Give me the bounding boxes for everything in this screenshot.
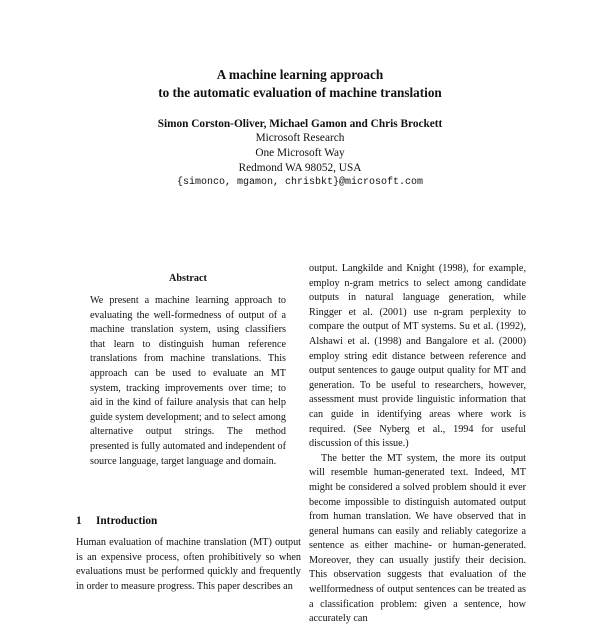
- right-column-paragraph-1: output. Langkilde and Knight (1998), for example, employ n-gram metrics to select among candidate outputs in natural language generation, while Ringger et al. (2001) use n-gram perplexity to compare the output of MT systems. Su et al. (1992), Alshawi et al. (1998) and Bangalore et al. (2000) employ string edit distance between reference and output sentences to gauge output quality for MT and generation. To be useful to researchers, however, assessment must provide linguistic information that can guide in identifying areas where work is required. (See Nyberg et al., 1994 for useful discussion of this issue.): [309, 263, 526, 450]
- introduction-paragraph: Human evaluation of machine translation (MT) output is an expensive process, often prohibitively so when evaluations must be performed quickly and frequently in order to measure progress. This paper describes an: [76, 537, 301, 592]
- author-list: Simon Corston-Oliver, Michael Gamon and Chris Brockett: [157, 118, 443, 130]
- section-title: Introduction: [96, 515, 158, 527]
- abstract-heading: Abstract: [169, 273, 207, 284]
- introduction-body: [76, 536, 301, 594]
- author-emails: {simonco, mgamon, chrisbkt}@microsoft.com: [176, 177, 424, 188]
- affiliation-org: Microsoft Research: [255, 132, 345, 144]
- right-column-body: [309, 262, 526, 627]
- paper-title-line-2: to the automatic evaluation of machine translation: [158, 85, 442, 100]
- abstract-body: [90, 294, 286, 469]
- affiliation-street: One Microsoft Way: [255, 147, 345, 159]
- affiliation-city: Redmond WA 98052, USA: [238, 162, 362, 174]
- abstract-paragraph: We present a machine learning approach to evaluating the well-formedness of output of a machine translation system, using classifiers that learn to distinguish human reference translations from machine translations. This approach can be used to evaluate an MT system, tracking improvements over time; to aid in the kind of failure analysis that can help guide system development; and to select among alternative output strings. The method presented is fully automated and independent of source language, target language and domain.: [90, 295, 286, 467]
- paper-title-line-1: A machine learning approach: [216, 67, 384, 82]
- right-column-paragraph-2: The better the MT system, the more its output will resemble human-generated text. Indeed, MT might be considered a solved problem should it ever become impossible to distinguish automated output from human translation. We have observed that in general humans can easily and reliably categorize a sentence as either machine- or human-generated. Moreover, they can usually justify their decision. This observation suggests that evaluation of the wellformedness of output sentences can be treated as a classification problem: given a sentence, how accurately can: [309, 452, 526, 625]
- section-heading-introduction: [76, 515, 157, 527]
- section-number: 1: [76, 515, 82, 527]
